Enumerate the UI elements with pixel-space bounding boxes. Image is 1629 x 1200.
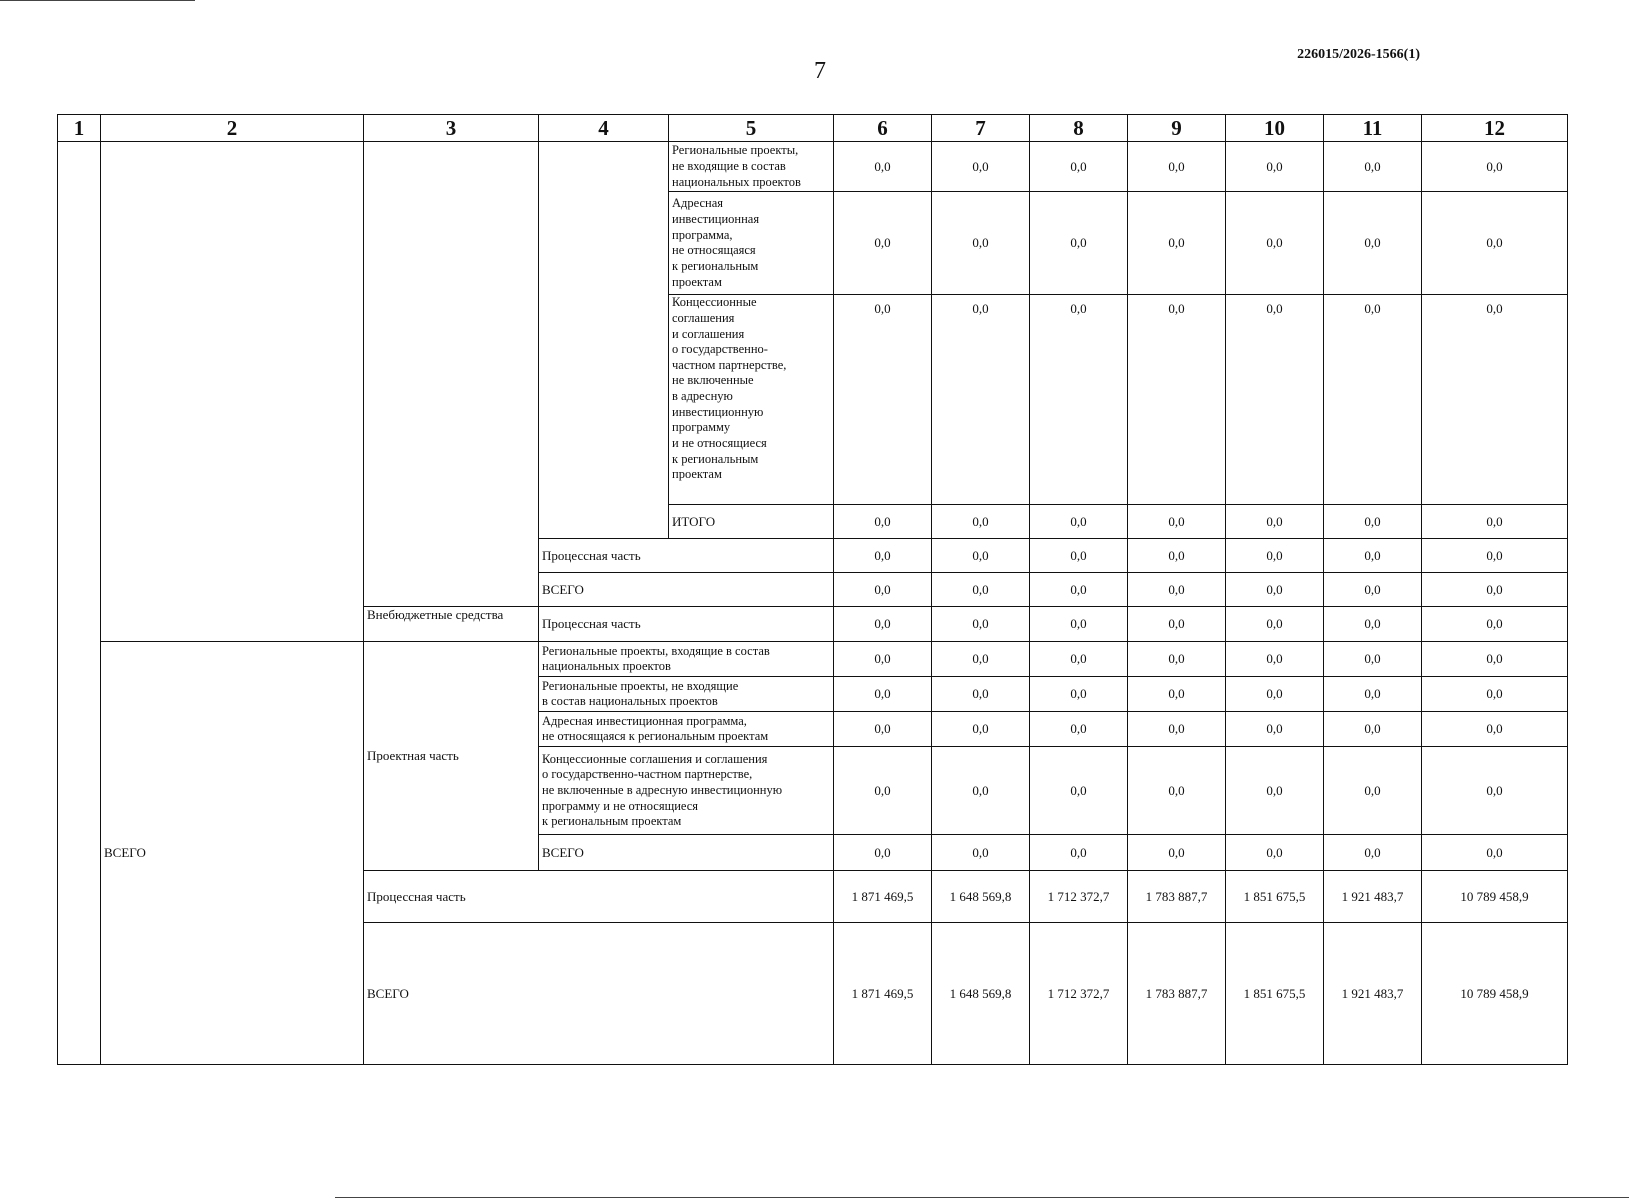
- header-col-9: 9: [1128, 115, 1226, 142]
- value-cell: 0,0: [1030, 505, 1128, 539]
- header-col-4: 4: [539, 115, 669, 142]
- table-row: [58, 642, 1568, 677]
- value-cell: 0,0: [834, 192, 932, 295]
- value-cell: 0,0: [1324, 505, 1422, 539]
- value-cell: 0,0: [932, 142, 1030, 192]
- value-cell: 0,0: [1226, 295, 1324, 505]
- value-cell: 0,0: [1226, 192, 1324, 295]
- project-part-label: Проектная часть: [364, 642, 539, 871]
- value-cell: 0,0: [1324, 573, 1422, 607]
- value-cell: 0,0: [1226, 607, 1324, 642]
- value-cell: 0,0: [932, 642, 1030, 677]
- value-cell: 1 712 372,7: [1030, 871, 1128, 923]
- value-cell: 0,0: [834, 712, 932, 747]
- value-cell: 0,0: [932, 677, 1030, 712]
- value-cell: 0,0: [1030, 573, 1128, 607]
- value-cell: 1 783 887,7: [1128, 871, 1226, 923]
- value-cell: 0,0: [1422, 747, 1568, 835]
- value-cell: 0,0: [1226, 505, 1324, 539]
- bottom-edge-line: [335, 1197, 1629, 1198]
- document-id: 226015/2026-1566(1): [1297, 47, 1420, 62]
- header-col-11: 11: [1324, 115, 1422, 142]
- value-cell: 0,0: [932, 607, 1030, 642]
- value-cell: 1 921 483,7: [1324, 923, 1422, 1065]
- value-cell: 1 871 469,5: [834, 871, 932, 923]
- value-cell: 1 783 887,7: [1128, 923, 1226, 1065]
- value-cell: 0,0: [1128, 505, 1226, 539]
- row-label: Концессионные соглашения и соглашения о государственно-частном партнерстве, не включенные в адресную инвестиционную программу и не относящиеся к региональным проектам: [539, 747, 834, 835]
- value-cell: 0,0: [1030, 192, 1128, 295]
- value-cell: 0,0: [1422, 295, 1568, 505]
- value-cell: 0,0: [1324, 295, 1422, 505]
- row-label: Процессная часть: [364, 871, 834, 923]
- value-cell: 0,0: [1422, 573, 1568, 607]
- value-cell: 0,0: [1324, 607, 1422, 642]
- value-cell: 0,0: [834, 677, 932, 712]
- table-row: [58, 142, 1568, 192]
- value-cell: 0,0: [932, 505, 1030, 539]
- value-cell: 0,0: [1324, 712, 1422, 747]
- value-cell: 1 871 469,5: [834, 923, 932, 1065]
- value-cell: 1 851 675,5: [1226, 871, 1324, 923]
- value-cell: 0,0: [1422, 607, 1568, 642]
- value-cell: 0,0: [932, 295, 1030, 505]
- value-cell: 0,0: [932, 539, 1030, 573]
- value-cell: 0,0: [1324, 642, 1422, 677]
- value-cell: 0,0: [1422, 192, 1568, 295]
- row-label: Адресная инвестиционная программа, не относящаяся к региональным проектам: [539, 712, 834, 747]
- value-cell: 0,0: [834, 747, 932, 835]
- value-cell: 0,0: [1128, 677, 1226, 712]
- row-label: Региональные проекты, не входящие в состав национальных проектов: [669, 142, 834, 192]
- value-cell: 0,0: [1226, 142, 1324, 192]
- row-label: Адресная инвестиционная программа, не относящаяся к региональным проектам: [669, 192, 834, 295]
- value-cell: 1 921 483,7: [1324, 871, 1422, 923]
- header-row: [58, 115, 1568, 142]
- header-col-1: 1: [58, 115, 101, 142]
- value-cell: 0,0: [1226, 712, 1324, 747]
- row-label: ВСЕГО: [364, 923, 834, 1065]
- offbudget-label: Внебюджетные средства: [364, 607, 539, 642]
- value-cell: 0,0: [1128, 712, 1226, 747]
- row-label: Процессная часть: [539, 607, 834, 642]
- value-cell: 0,0: [1422, 712, 1568, 747]
- col1-cell: [58, 142, 101, 1065]
- value-cell: 0,0: [1128, 642, 1226, 677]
- value-cell: 0,0: [1422, 677, 1568, 712]
- value-cell: 0,0: [1030, 747, 1128, 835]
- value-cell: 0,0: [1226, 677, 1324, 712]
- col2-upper-cell: [101, 142, 364, 642]
- col4-upper-cell: [539, 142, 669, 539]
- value-cell: 0,0: [1422, 835, 1568, 871]
- value-cell: 1 712 372,7: [1030, 923, 1128, 1065]
- value-cell: 0,0: [932, 747, 1030, 835]
- value-cell: 0,0: [1226, 573, 1324, 607]
- value-cell: 0,0: [1422, 142, 1568, 192]
- value-cell: 0,0: [1324, 747, 1422, 835]
- value-cell: 0,0: [1030, 835, 1128, 871]
- value-cell: 0,0: [1226, 539, 1324, 573]
- value-cell: 0,0: [1226, 835, 1324, 871]
- header-col-5: 5: [669, 115, 834, 142]
- value-cell: 1 648 569,8: [932, 871, 1030, 923]
- value-cell: 0,0: [1128, 573, 1226, 607]
- budget-table: [57, 114, 1568, 1065]
- row-label: Региональные проекты, входящие в состав национальных проектов: [539, 642, 834, 677]
- value-cell: 0,0: [1324, 539, 1422, 573]
- value-cell: 0,0: [1030, 142, 1128, 192]
- row-label: ВСЕГО: [539, 835, 834, 871]
- value-cell: 0,0: [834, 573, 932, 607]
- value-cell: 0,0: [1128, 142, 1226, 192]
- value-cell: 0,0: [834, 295, 932, 505]
- value-cell: 0,0: [1226, 747, 1324, 835]
- header-col-10: 10: [1226, 115, 1324, 142]
- value-cell: 1 851 675,5: [1226, 923, 1324, 1065]
- top-edge-line: [0, 0, 195, 1]
- header-col-8: 8: [1030, 115, 1128, 142]
- value-cell: 0,0: [1422, 539, 1568, 573]
- value-cell: 0,0: [932, 835, 1030, 871]
- value-cell: 10 789 458,9: [1422, 923, 1568, 1065]
- row-label: Процессная часть: [539, 539, 834, 573]
- value-cell: 0,0: [932, 192, 1030, 295]
- value-cell: 0,0: [1422, 505, 1568, 539]
- header-col-3: 3: [364, 115, 539, 142]
- page-number: 7: [814, 58, 826, 84]
- value-cell: 0,0: [1128, 295, 1226, 505]
- row-label: Концессионные соглашения и соглашения о государственно- частном партнерстве, не включенные в адресную инвестиционную программу и не относящиеся к региональным проектам: [669, 295, 834, 505]
- value-cell: 0,0: [1324, 192, 1422, 295]
- col3-upper-cell: [364, 142, 539, 607]
- header-col-7: 7: [932, 115, 1030, 142]
- row-label: ВСЕГО: [539, 573, 834, 607]
- value-cell: 0,0: [1128, 607, 1226, 642]
- value-cell: 0,0: [1324, 677, 1422, 712]
- value-cell: 0,0: [1128, 835, 1226, 871]
- value-cell: 0,0: [1128, 539, 1226, 573]
- value-cell: 0,0: [1030, 607, 1128, 642]
- value-cell: 0,0: [834, 835, 932, 871]
- value-cell: 0,0: [1128, 192, 1226, 295]
- value-cell: 0,0: [932, 573, 1030, 607]
- value-cell: 0,0: [1030, 295, 1128, 505]
- header-col-2: 2: [101, 115, 364, 142]
- value-cell: 0,0: [834, 607, 932, 642]
- value-cell: 0,0: [1324, 835, 1422, 871]
- value-cell: 0,0: [1422, 642, 1568, 677]
- value-cell: 0,0: [1030, 642, 1128, 677]
- value-cell: 0,0: [1030, 539, 1128, 573]
- value-cell: 1 648 569,8: [932, 923, 1030, 1065]
- row-label: Региональные проекты, не входящие в состав национальных проектов: [539, 677, 834, 712]
- value-cell: 0,0: [1128, 747, 1226, 835]
- row-label: ИТОГО: [669, 505, 834, 539]
- header-col-12: 12: [1422, 115, 1568, 142]
- value-cell: 10 789 458,9: [1422, 871, 1568, 923]
- grand-total-label: ВСЕГО: [101, 642, 364, 1065]
- value-cell: 0,0: [834, 142, 932, 192]
- value-cell: 0,0: [1030, 712, 1128, 747]
- value-cell: 0,0: [1030, 677, 1128, 712]
- header-col-6: 6: [834, 115, 932, 142]
- value-cell: 0,0: [1226, 642, 1324, 677]
- value-cell: 0,0: [1324, 142, 1422, 192]
- value-cell: 0,0: [932, 712, 1030, 747]
- value-cell: 0,0: [834, 505, 932, 539]
- value-cell: 0,0: [834, 539, 932, 573]
- value-cell: 0,0: [834, 642, 932, 677]
